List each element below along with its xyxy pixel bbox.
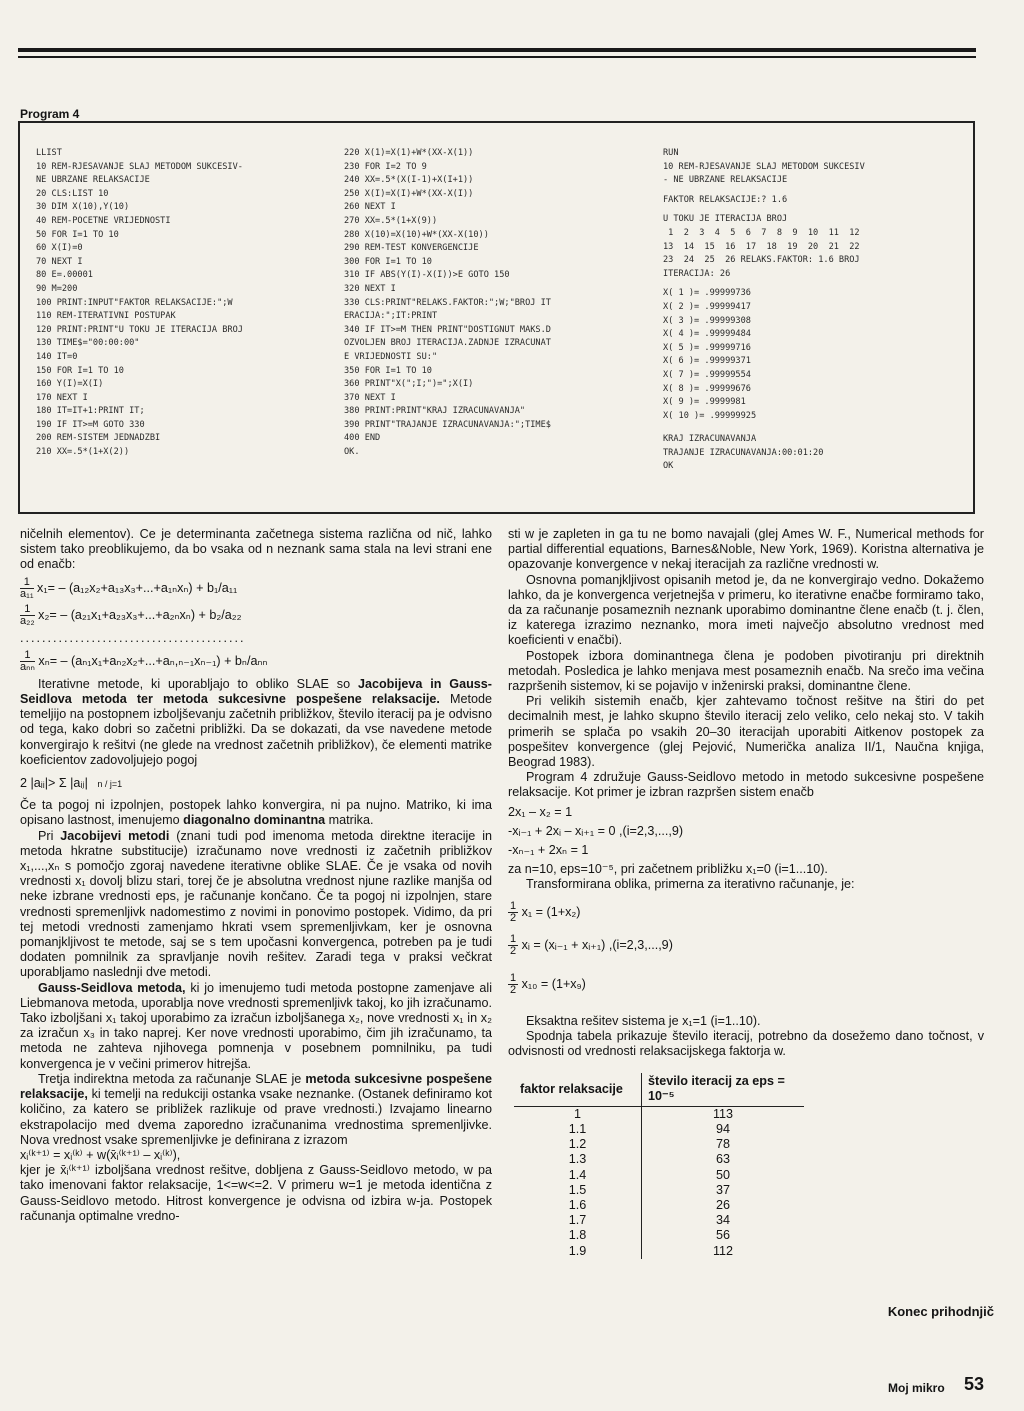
table-row <box>514 1213 804 1228</box>
table-row <box>514 1183 804 1198</box>
table-header: število iteracij za eps = 10⁻⁵ <box>642 1073 805 1106</box>
code-line: 360 PRINT"X(";I;")=";X(I) <box>344 379 474 390</box>
paragraph: Postopek izbora dominantnega člena je podoben pivotiranju pri direktnih metodah. Posledica je lahko menjava mest posameznih enačb. Na srečo ima večina razpršenih sistemov, ki se pojavijo v inženirski praksi, dominantne člene. <box>508 648 984 694</box>
ellipsis-row: ......................................... <box>20 630 246 645</box>
code-line: 20 CLS:LIST 10 <box>36 188 109 199</box>
fraction: $\frac{1}{\text{a₁₁}}$ <box>20 575 34 600</box>
table-cell: 1.7 <box>514 1213 642 1228</box>
code-line: 390 PRINT"TRAJANJE IZRACUNAVANJA:";TIME$ <box>344 419 551 430</box>
code-line: 170 NEXT I <box>36 392 88 403</box>
table-cell: 37 <box>715 1182 730 1197</box>
code-line: 250 X(I)=X(I)+W*(XX-X(I)) <box>344 188 474 199</box>
code-line: 50 FOR I=1 TO 10 <box>36 229 119 240</box>
iterative-equation: $\frac{1}{2}$ xᵢ = (xᵢ₋₁ + xᵢ₊₁) ,(i=2,3,...,9) <box>510 932 673 957</box>
table-cell: 26 <box>715 1197 730 1212</box>
paragraph: Tretja indirektna metoda za računanje SLAE je metoda sukcesivne pospešene relaksacije, ki temelji na redukciji ostanka vsake neznanke. (Ostanek definiramo kot količino, za katero se približek razlikuje od prave vrednosti.) Izvajamo linearno ekstrapolacijo med dvema zaporedno izračunanima vrednostima spremenljivke. Nova vrednost vsake spremenljivke je definirana z izrazom <box>20 1071 492 1147</box>
code-line: 1 2 3 4 5 6 7 8 9 10 11 12 <box>663 227 860 238</box>
code-line: U TOKU JE ITERACIJA BROJ <box>663 214 788 225</box>
code-line: 350 FOR I=1 TO 10 <box>344 365 432 376</box>
code-line: OZVOLJEN BROJ ITERACIJA.ZADNJE IZRACUNAT <box>344 338 551 349</box>
fraction: $\frac{1}{\text{a₂₂}}$ <box>20 602 35 627</box>
relaxation-table <box>514 1073 804 1258</box>
code-line: 330 CLS:PRINT"RELAKS.FAKTOR:";W;"BROJ IT <box>344 297 551 308</box>
code-line: 220 X(1)=X(1)+W*(XX-X(1)) <box>344 148 474 158</box>
table-cell: 56 <box>715 1228 730 1243</box>
code-line: X( 9 )= .9999981 <box>663 397 746 408</box>
code-line: TRAJANJE IZRACUNAVANJA:00:01:20 <box>663 447 824 458</box>
table-cell: 1.8 <box>514 1228 642 1243</box>
code-line: 150 FOR I=1 TO 10 <box>36 365 124 376</box>
code-line: 23 24 25 26 RELAKS.FAKTOR: 1.6 BROJ <box>663 255 860 266</box>
paragraph: za n=10, eps=10⁻⁵, pri začetnem približku x₁=0 (i=1...10). <box>508 862 828 877</box>
paragraph: Pri Jacobijevi metodi (znani tudi pod imenoma metoda direktne iteracije in metoda hkratne substitucije) izračunamo nove vrednosti iz začetnih približkov x₁,...,xₙ s pomočjo zgoraj navedene iterativne oblike SLAE. Če je vsaka od novih vrednosti x₁ dovolj blizu stari, torej če je absolutna vrednost njune razlike manjša od neke izbrane vrednosti eps, je računanje končano. Če ta pogoj ni izpolnjen, stare vrednosti spremenljivk nadomestimo z novimi in ponovimo postopek. Vidimo, da pri tej metodi vrednosti zamenjamo hkrati vsem spremenljivkam, ker je osnovna pomanjkljivost te metode, saj se s tem upočasni konvergenca, potreben pa je tudi dodaten pomnilnik za spravljanje novih rešitev. Zaradi tega v praksi večkrat uporabljamo naslednji dve metodi. <box>20 828 493 980</box>
code-line: ITERACIJA: 26 <box>663 268 731 279</box>
magazine-name: Moj mikro <box>888 1381 945 1395</box>
table-row <box>514 1168 804 1183</box>
fraction: $\frac{1}{2}$ <box>510 932 517 957</box>
system-equation: -xₙ₋₁ + 2xₙ = 1 <box>508 843 589 858</box>
table-row <box>514 1152 804 1167</box>
code-line: 240 XX=.5*(X(I-1)+X(I+1)) <box>344 175 474 186</box>
code-line: 230 FOR I=2 TO 9 <box>344 161 427 172</box>
paragraph: Pri velikih sistemih enačb, kjer zahtevamo točnost rešitve na štiri do pet decimalnih mest, je lahko skupno število iteracij zelo veliko, celo nekaj sto. V takih primerih se splača po vsakih 20–30 iteracijah uporabiti Aitkenov postopek za pospešitev konvergence (glej Pejović, Numerička analiza II/1, Naučna knjiga, Beograd 1983). <box>508 694 984 770</box>
code-line: 180 IT=IT+1:PRINT IT; <box>36 406 145 417</box>
listing-col-2 <box>344 147 646 460</box>
table-cell: 1.4 <box>514 1168 642 1183</box>
code-line: RUN <box>663 148 679 158</box>
listing-col-3 <box>663 147 963 474</box>
iterative-equation: $\frac{1}{2}$ x₁ = (1+x₂) <box>510 899 581 924</box>
equation: $\frac{1}{\text{a₂₂}}$ x₂= – (a₂₁x₁+a₂₃x₃+...+a₂ₙxₙ) + b₂/a₂₂ <box>20 602 242 627</box>
code-line: 280 X(10)=X(10)+W*(XX-X(10)) <box>344 229 489 240</box>
code-line: X( 3 )= .99999308 <box>663 315 751 326</box>
code-line: 370 NEXT I <box>344 392 396 403</box>
table-cell: 113 <box>712 1106 734 1121</box>
fraction: $\frac{1}{2}$ <box>510 971 517 996</box>
code-line: 13 14 15 16 17 18 19 20 21 22 <box>663 241 860 252</box>
table-cell: 50 <box>715 1167 730 1182</box>
code-line: X( 4 )= .99999484 <box>663 329 751 340</box>
table-cell: 1.1 <box>514 1122 642 1137</box>
code-line: 90 M=200 <box>36 283 78 294</box>
table-row <box>514 1122 804 1137</box>
code-line: 100 PRINT:INPUT"FAKTOR RELAKSACIJE:";W <box>36 297 233 308</box>
table-row <box>514 1137 804 1152</box>
table-header: faktor relaksacije <box>514 1073 642 1106</box>
equation: $\frac{1}{\text{a₁₁}}$ x₁= – (a₁₂x₂+a₁₃x₃+...+a₁ₙxₙ) + b₁/a₁₁ <box>20 575 238 600</box>
code-line: OK. <box>344 447 360 458</box>
paragraph: Iterativne metode, ki uporabljajo to obliko SLAE so Jacobijeva in Gauss-Seidlova metoda ter metoda sukcesivne pospešene relaksacije. Metode temeljijo na postopnem izboljševanju začetnih približkov, število iteracij pa je odvisno od tega, kako dobri so začetni približki. Da se dokazati, da vse navedene metode konvergirajo k rešitvi (ne glede na vrednost začetnih približkov), če elementi matrike koeficientov zadovoljujejo pogoj <box>20 676 493 767</box>
table-cell: 1.5 <box>514 1183 642 1198</box>
table-cell: 63 <box>715 1152 730 1167</box>
code-line: X( 10 )= .99999925 <box>663 410 757 421</box>
table-row <box>514 1106 804 1122</box>
code-line: 380 PRINT:PRINT"KRAJ IZRACUNAVANJA" <box>344 406 526 417</box>
code-line: FAKTOR RELAKSACIJE:? 1.6 <box>663 194 788 205</box>
code-line: LLIST <box>36 148 62 158</box>
code-line: NE UBRZANE RELAKSACIJE <box>36 175 150 186</box>
article-left-column <box>20 527 492 1224</box>
table-cell: 78 <box>715 1137 730 1152</box>
system-equation: -xᵢ₋₁ + 2xᵢ – xᵢ₊₁ = 0 ,(i=2,3,...,9) <box>508 823 684 838</box>
iterative-equation: $\frac{1}{2}$ x₁₀ = (1+x₉) <box>510 971 586 996</box>
top-rule <box>18 48 976 52</box>
code-line: 310 IF ABS(Y(I)-X(I))>E GOTO 150 <box>344 270 510 281</box>
paragraph: Eksaktna rešitev sistema je x₁=1 (i=1..10). <box>526 1013 761 1028</box>
fraction: $\frac{1}{2}$ <box>510 899 517 924</box>
code-line: 290 REM-TEST KONVERGENCIJE <box>344 243 479 254</box>
table-cell: 94 <box>715 1121 730 1136</box>
table-cell: 1 <box>514 1106 642 1122</box>
paragraph: Spodnja tabela prikazuje število iteracij, potrebno da dosežemo dano točnost, v odvisnosti od vrednosti relaksacijskega faktorja w. <box>508 1028 984 1059</box>
paragraph: Gauss-Seidlova metoda, ki jo imenujemo tudi metoda postopne zamenjave ali Liebmanova metoda, uporablja nove vrednosti spremenljivk takoj, ko jih izračunamo. Tako izboljšani x₁ takoj uporabimo za izračun izboljšanega x₂, nove vrednosti x₁ in x₂ za izračun x₃ in tako naprej. Ker nove vrednosti uporabimo, čim jih izračunamo, ta metoda ne zahteva njihovega pomnenja v posebnem pomnilniku, pa tudi konvergenca je v večini primerov hitrejša. <box>20 980 492 1071</box>
table-row <box>514 1198 804 1213</box>
table-cell: 1.9 <box>514 1244 642 1259</box>
code-line: X( 1 )= .99999736 <box>663 288 751 299</box>
code-line: 40 REM-POCETNE VRIJEDNOSTI <box>36 215 171 226</box>
table-cell: 1.6 <box>514 1198 642 1213</box>
paragraph: Transformirana oblika, primerna za iterativno računanje, je: <box>526 877 855 892</box>
code-line: 210 XX=.5*(1+X(2)) <box>36 447 130 458</box>
equation: $\frac{1}{\text{aₙₙ}}$ xₙ= – (aₙ₁x₁+aₙ₂x₂+...+aₙ,ₙ₋₁xₙ₋₁) + bₙ/aₙₙ <box>20 648 268 673</box>
paragraph: ničelnih elementov). Ce je determinanta začetnega sistema različna od nič, lahko sistem tako preoblikujemo, da bo vsaka od n neznank sama stala na levi strani ene od enačb: <box>20 527 492 572</box>
paragraph: Osnovna pomanjkljivost opisanih metod je, da ne konvergirajo vedno. Dokažemo lahko, da je konvergenca verjetnejša v primeru, ko iterativne enačbe formiramo tako, da za računanje posameznih neznank uporabimo dominantne člene enačb (t. j. člen, iz katerega izrazimo neznanko, mora imeti največjo absolutno vrednost med koeficienti v enačbi). <box>508 572 984 648</box>
paragraph: Program 4 združuje Gauss-Seidlovo metodo in metodo sukcesivne pospešene relaksacije. Kot primer je izbran razpršen sistem enačb <box>508 770 984 800</box>
code-line: 10 REM-RJESAVANJE SLAJ METODOM SUKCESIV <box>663 161 865 172</box>
code-line: 80 E=.00001 <box>36 270 93 281</box>
program-label: Program 4 <box>20 107 80 121</box>
code-line: E VRIJEDNOSTI SU:" <box>344 351 438 362</box>
code-line: ERACIJA:";IT:PRINT <box>344 311 438 322</box>
table-row <box>514 1228 804 1243</box>
table-header-row <box>514 1073 804 1106</box>
table-cell: 1.3 <box>514 1152 642 1167</box>
code-line: 10 REM-RJESAVANJE SLAJ METODOM SUKCESIV- <box>36 161 243 172</box>
code-line: X( 8 )= .99999676 <box>663 383 751 394</box>
code-line: 400 END <box>344 433 381 444</box>
page-number: 53 <box>964 1374 985 1394</box>
table-row <box>514 1244 804 1259</box>
code-line: 60 X(I)=0 <box>36 243 83 254</box>
formula: xᵢ⁽ᵏ⁺¹⁾ = xᵢ⁽ᵏ⁾ + w(x̄ᵢ⁽ᵏ⁺¹⁾ – xᵢ⁽ᵏ⁾), <box>20 1147 181 1162</box>
code-line: 70 NEXT I <box>36 256 83 267</box>
code-line: 270 XX=.5*(1+X(9)) <box>344 215 438 226</box>
fraction: $\frac{1}{\text{aₙₙ}}$ <box>20 648 35 673</box>
article-right-column <box>508 527 984 1259</box>
code-line: KRAJ IZRACUNAVANJA <box>663 434 757 445</box>
code-line: X( 6 )= .99999371 <box>663 356 751 367</box>
system-equation: 2x₁ – x₂ = 1 <box>508 804 573 819</box>
top-rule-thin <box>18 56 976 58</box>
code-line: 130 TIME$="00:00:00" <box>36 338 140 349</box>
code-line: X( 2 )= .99999417 <box>663 301 751 312</box>
code-line: X( 5 )= .99999716 <box>663 342 751 353</box>
code-line: 30 DIM X(10),Y(10) <box>36 202 130 213</box>
table-cell: 1.2 <box>514 1137 642 1152</box>
code-line: - NE UBRZANE RELAKSACIJE <box>663 175 788 186</box>
code-line: X( 7 )= .99999554 <box>663 369 751 380</box>
paragraph: sti w je zapleten in ga tu ne bomo navajali (glej Ames W. F., Numerical methods for partial differential equations, Barnes&Noble, New York, 1969). Koristna alternativa je opazovanje konvergence v nekaj iteracijah za različne vrednosti w. <box>508 527 984 572</box>
code-line: 320 NEXT I <box>344 283 396 294</box>
convergence-condition: 2 |aᵢᵢ|> Σ |aᵢⱼ| n / j=1 <box>20 776 123 791</box>
table-cell: 34 <box>715 1213 730 1228</box>
code-line: 120 PRINT:PRINT"U TOKU JE ITERACIJA BROJ <box>36 324 243 335</box>
listing-col-1 <box>36 147 328 460</box>
code-line: 200 REM-SISTEM JEDNADZBI <box>36 433 161 444</box>
code-line: 260 NEXT I <box>344 202 396 213</box>
code-line: 110 REM-ITERATIVNI POSTUPAK <box>36 311 176 322</box>
code-line: 160 Y(I)=X(I) <box>36 379 104 390</box>
paragraph: kjer je x̄ᵢ⁽ᵏ⁺¹⁾ izboljšana vrednost rešitve, dobljena z Gauss-Seidlovo metodo, w pa tako imenovani faktor relaksacije, 1<=w<=2. V primeru w=1 je metoda identična z Gauss-Seidlovo metodo. Hitrost konvergence je odvisna od izbira w-ja. Postopek računanja optimalne vredno- <box>20 1163 492 1223</box>
code-line: 300 FOR I=1 TO 10 <box>344 256 432 267</box>
paragraph: Če ta pogoj ni izpolnjen, postopek lahko konvergira, ni pa nujno. Matriko, ki ima opisano lastnost, imenujemo diagonalno dominantna matrika. <box>20 798 492 828</box>
code-line: 190 IF IT>=M GOTO 330 <box>36 419 145 430</box>
code-line: OK <box>663 461 674 472</box>
table-cell: 112 <box>712 1243 734 1258</box>
code-line: 340 IF IT>=M THEN PRINT"DOSTIGNUT MAKS.D <box>344 324 551 335</box>
code-line: 140 IT=0 <box>36 351 78 362</box>
continued-note: Konec prihodnjič <box>887 1304 994 1319</box>
